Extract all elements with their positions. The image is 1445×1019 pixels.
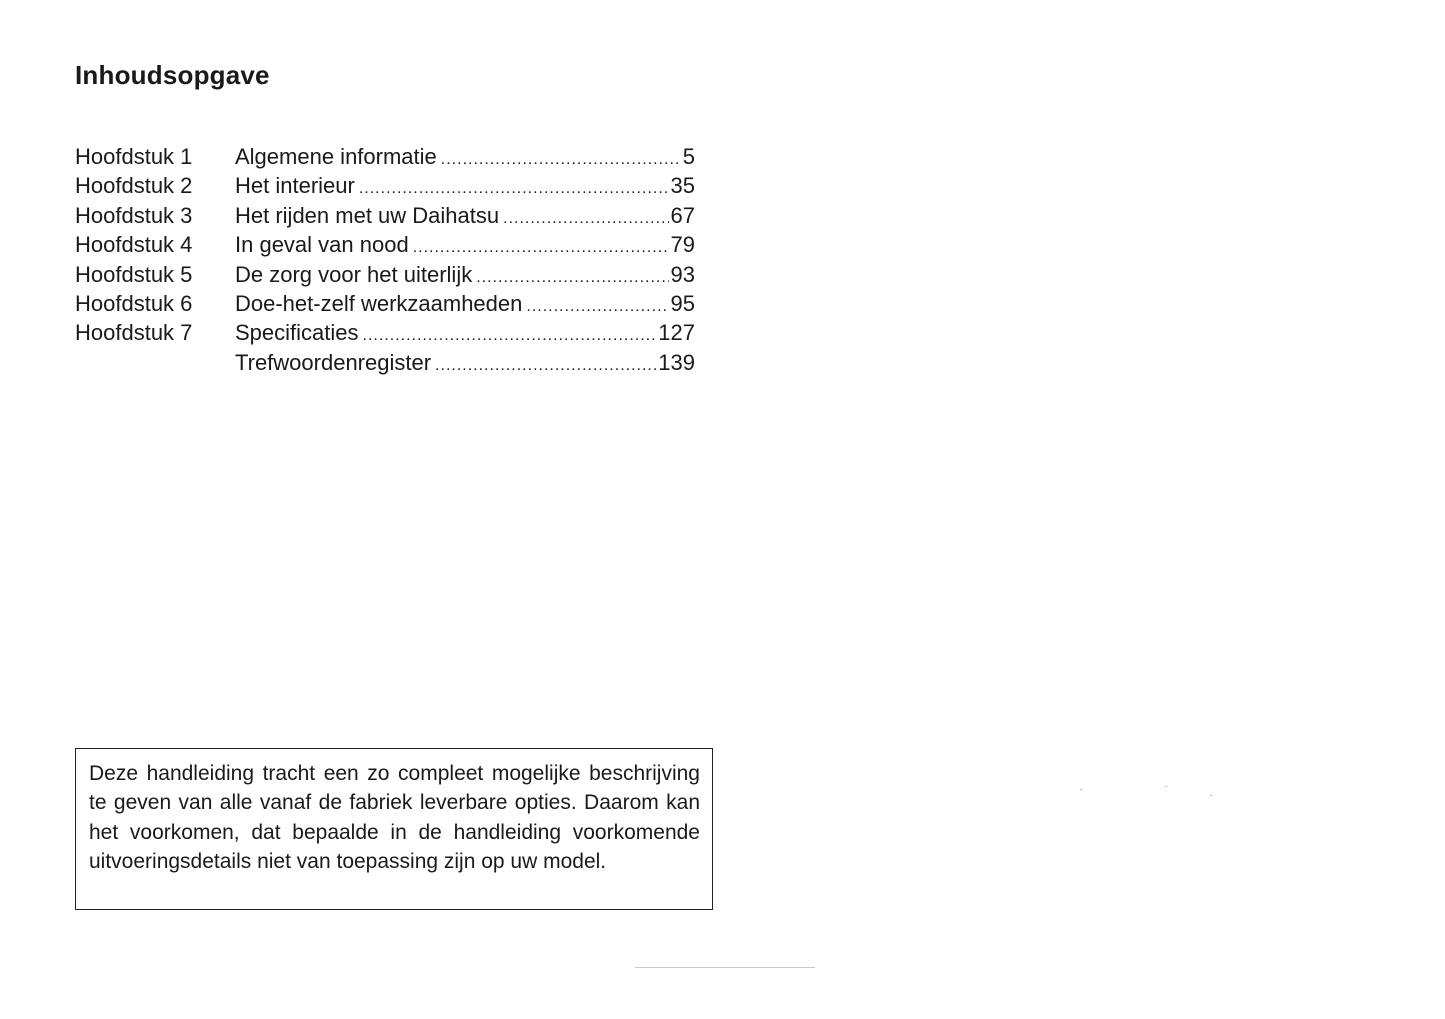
notice-box bbox=[75, 748, 713, 910]
toc-chapter-label: Hoofdstuk 1 bbox=[75, 144, 193, 169]
dot-leader bbox=[363, 321, 657, 350]
dot-leader bbox=[413, 233, 669, 262]
table-of-contents bbox=[75, 142, 695, 377]
toc-chapter-label: Hoofdstuk 5 bbox=[75, 261, 193, 287]
toc-chapter-label: Hoofdstuk 7 bbox=[75, 320, 193, 346]
toc-row-5[interactable] bbox=[75, 260, 695, 289]
toc-title: In geval van nood bbox=[235, 232, 409, 258]
toc-page-number: 67 bbox=[670, 202, 695, 228]
scan-artifact-speck bbox=[1210, 795, 1212, 796]
toc-title: De zorg voor het uiterlijk bbox=[235, 261, 473, 287]
toc-entry bbox=[235, 201, 695, 233]
toc-row-1[interactable] bbox=[75, 142, 695, 171]
scan-artifact-speck bbox=[1080, 789, 1082, 790]
toc-entry bbox=[235, 230, 695, 262]
toc-entry bbox=[235, 318, 695, 350]
toc-row-2[interactable] bbox=[75, 171, 695, 200]
toc-chapter-label: Hoofdstuk 4 bbox=[75, 232, 193, 258]
toc-row-index[interactable] bbox=[75, 348, 695, 377]
toc-title: Het rijden met uw Daihatsu bbox=[235, 202, 500, 228]
scan-artifact-speck bbox=[1165, 786, 1167, 787]
toc-entry bbox=[235, 171, 695, 203]
toc-page-number: 139 bbox=[658, 349, 695, 375]
toc-page-number: 95 bbox=[670, 290, 695, 316]
toc-row-6[interactable] bbox=[75, 289, 695, 318]
toc-row-4[interactable] bbox=[75, 230, 695, 259]
toc-page-number: 79 bbox=[670, 232, 695, 258]
toc-page-number: 127 bbox=[658, 320, 695, 346]
notice-text: Deze handleiding tracht een zo compleet mogelijke beschrijving te geven van alle vanaf de fabriek leverbare opties. Daarom kan het voorkomen, dat bepaalde in de handleiding voorkomende uitvoeringsdetails niet van toepassing zijn op uw model. bbox=[89, 762, 700, 874]
toc-entry bbox=[235, 289, 695, 321]
dot-leader bbox=[476, 263, 668, 292]
toc-chapter-label: Hoofdstuk 3 bbox=[75, 202, 193, 228]
scan-artifact-line bbox=[635, 967, 815, 968]
toc-row-3[interactable] bbox=[75, 201, 695, 230]
dot-leader bbox=[435, 351, 656, 380]
toc-page-number: 5 bbox=[682, 144, 695, 169]
toc-title: Doe-het-zelf werkzaamheden bbox=[235, 290, 523, 316]
toc-entry bbox=[235, 260, 695, 292]
toc-entry bbox=[235, 348, 695, 380]
toc-page-number: 93 bbox=[670, 261, 695, 287]
dot-leader bbox=[526, 292, 668, 321]
dot-leader bbox=[359, 174, 669, 203]
dot-leader bbox=[441, 145, 681, 174]
toc-row-7[interactable] bbox=[75, 318, 695, 347]
page-title: Inhoudsopgave bbox=[75, 60, 270, 90]
toc-title: Algemene informatie bbox=[235, 144, 437, 169]
toc-chapter-label: Hoofdstuk 6 bbox=[75, 290, 193, 316]
toc-title: Specificaties bbox=[235, 320, 359, 346]
dot-leader bbox=[503, 204, 668, 233]
toc-title: Trefwoordenregister bbox=[235, 349, 432, 375]
toc-title: Het interieur bbox=[235, 173, 355, 199]
toc-page-number: 35 bbox=[670, 173, 695, 199]
toc-chapter-label: Hoofdstuk 2 bbox=[75, 173, 193, 199]
toc-entry bbox=[235, 142, 695, 174]
